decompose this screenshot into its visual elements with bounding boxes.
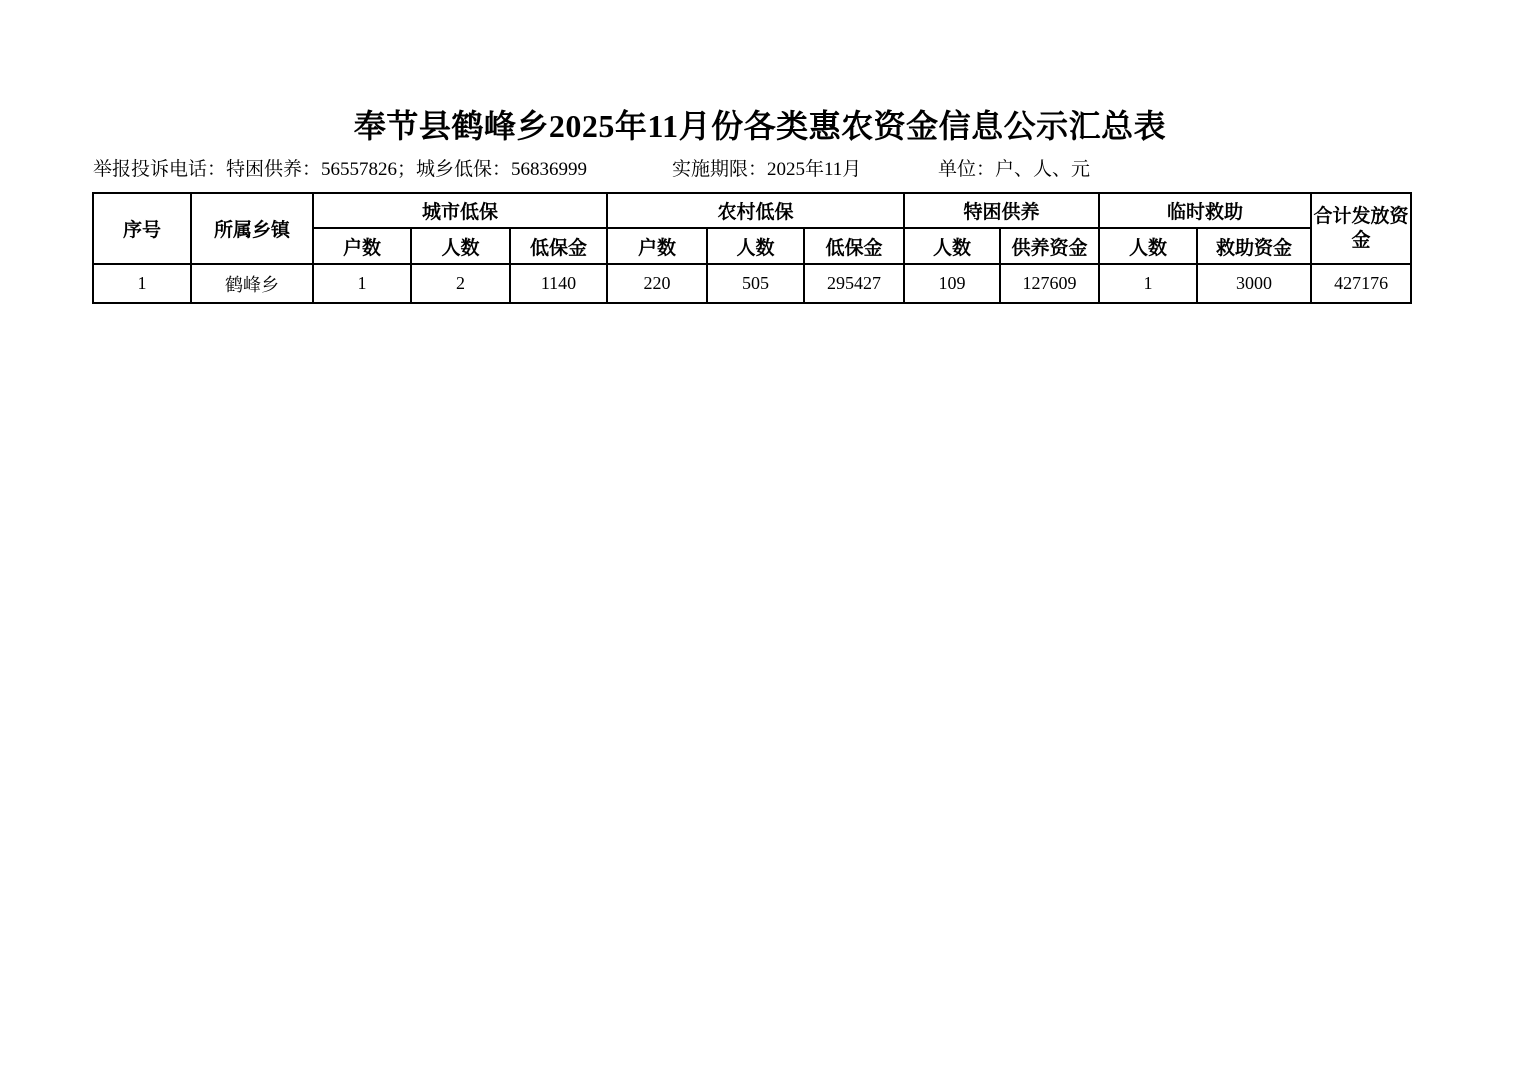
group-header-urban-dibao: 城市低保 — [313, 193, 607, 228]
subheader-urban-amount: 低保金 — [510, 228, 607, 264]
table-group-header-row — [93, 193, 1411, 228]
subheader-rural-households: 户数 — [607, 228, 707, 264]
subheader-urban-people: 人数 — [411, 228, 510, 264]
header-serial: 序号 — [93, 193, 191, 264]
subheader-urban-households: 户数 — [313, 228, 411, 264]
cell-tekun-people: 109 — [904, 264, 1000, 303]
subheader-tekun-amount: 供养资金 — [1000, 228, 1099, 264]
cell-urban-people: 2 — [411, 264, 510, 303]
subheader-tekun-people: 人数 — [904, 228, 1000, 264]
header-township: 所属乡镇 — [191, 193, 313, 264]
cell-temp-amount: 3000 — [1197, 264, 1311, 303]
cell-urban-amount: 1140 — [510, 264, 607, 303]
unit-note-text: 单位：户、人、元 — [938, 159, 1091, 180]
implementation-period-text: 实施期限：2025年11月 — [672, 159, 862, 180]
cell-serial: 1 — [93, 264, 191, 303]
cell-rural-households: 220 — [607, 264, 707, 303]
page-title: 奉节县鹤峰乡2025年11月份各类惠农资金信息公示汇总表 — [353, 108, 1167, 144]
subheader-temp-amount: 救助资金 — [1197, 228, 1311, 264]
info-line — [0, 157, 1520, 183]
benefit-funds-table — [92, 192, 1412, 304]
group-header-tekun-gongyang: 特困供养 — [904, 193, 1099, 228]
cell-temp-people: 1 — [1099, 264, 1197, 303]
subheader-temp-people: 人数 — [1099, 228, 1197, 264]
group-header-rural-dibao: 农村低保 — [607, 193, 904, 228]
complaint-phones-text: 举报投诉电话：特困供养：56557826；城乡低保：56836999 — [93, 159, 588, 180]
cell-urban-households: 1 — [313, 264, 411, 303]
cell-tekun-amount: 127609 — [1000, 264, 1099, 303]
cell-township: 鹤峰乡 — [191, 264, 313, 303]
table-data-row — [93, 264, 1411, 303]
header-total-amount: 合计发放资金 — [1311, 193, 1411, 264]
subheader-rural-people: 人数 — [707, 228, 804, 264]
cell-total-amount: 427176 — [1311, 264, 1411, 303]
subheader-rural-amount: 低保金 — [804, 228, 904, 264]
cell-rural-amount: 295427 — [804, 264, 904, 303]
cell-rural-people: 505 — [707, 264, 804, 303]
group-header-linshi-jiuzhu: 临时救助 — [1099, 193, 1311, 228]
